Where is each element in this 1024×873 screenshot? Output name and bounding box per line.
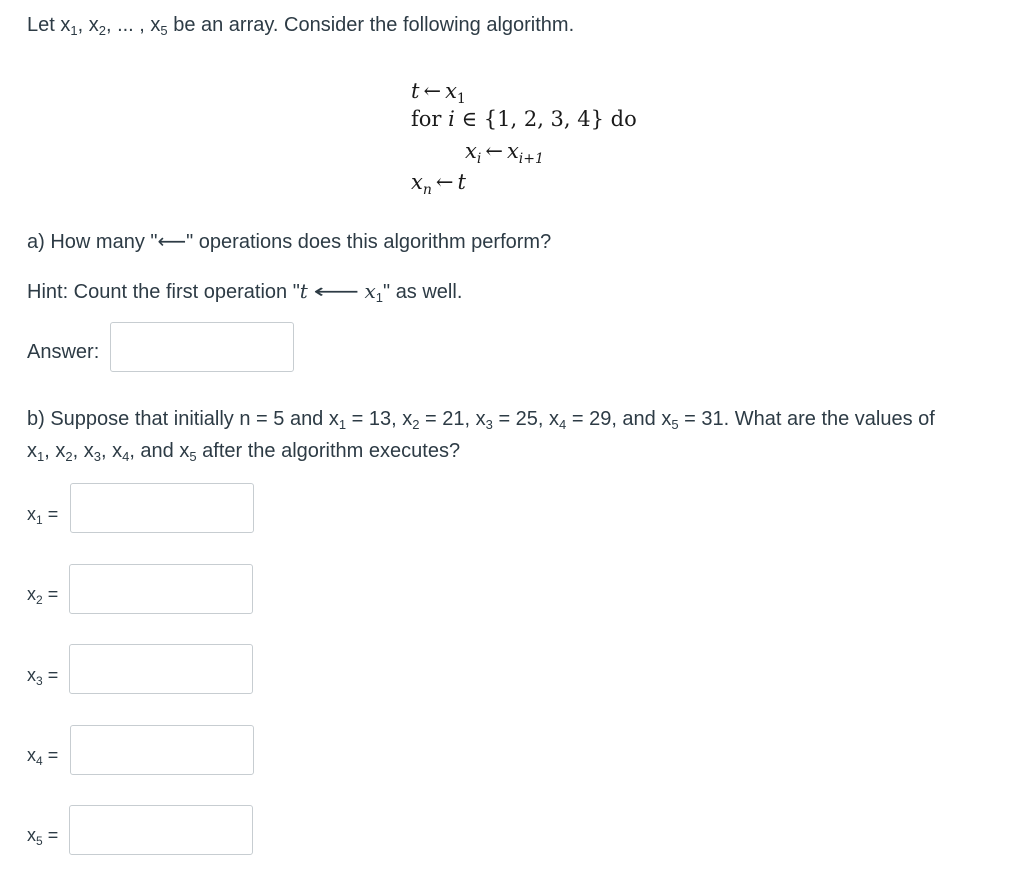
x4-label [27,743,58,767]
pbq-s2: 2 [412,417,420,432]
pbq-p1: b) Suppose that initially n = 5 and x [27,408,339,430]
x3-sub: 3 [36,674,43,688]
pbq-s3: 3 [485,417,493,432]
alg4-rhs: t [457,170,466,194]
alg3-lhs: x [465,139,477,163]
alg3-rhs: x [506,139,519,163]
x2-sub: 2 [36,593,43,607]
x1-eq: = [42,504,59,524]
alg2-var: i [448,107,455,131]
part-a-question [27,229,551,255]
x5-sub: 5 [36,834,43,848]
pbl2-p2: , x [44,440,66,462]
alg2-set: ∈ {1, 2, 3, 4} do [454,107,637,131]
x4-var: x [27,745,36,765]
alg1-arrow: ← [423,79,442,103]
alg1-var: t [411,79,420,103]
answer-input[interactable] [110,322,294,372]
intro-suffix: be an array. Consider the following algorithm. [167,14,575,36]
pbq-p3: = 21, x [419,408,486,430]
alg3-lhs-sub: i [476,151,482,167]
x4-eq: = [42,745,59,765]
x1-label [27,502,58,526]
algorithm-line-3 [465,138,544,167]
part-a-question-prefix: a) How many " [27,231,158,253]
x5-eq: = [42,825,59,845]
alg2-for: for [411,107,449,131]
hint-arrow: ⟵ [313,281,360,303]
x2-input[interactable] [69,564,253,614]
x4-sub: 4 [36,754,43,768]
hint-prefix: Hint: Count the first operation " [27,281,300,303]
x1-input[interactable] [70,483,254,533]
pbl2-s3: 3 [93,449,101,464]
pbq-p2: = 13, x [346,408,413,430]
alg4-arrow: ← [435,170,454,194]
x5-input[interactable] [69,805,253,855]
answer-label: Answer: [27,341,100,363]
alg3-arrow: ← [485,139,503,163]
pbq-s5: 5 [671,417,679,432]
intro-prefix: Let x [27,14,71,36]
x3-input[interactable] [69,644,253,694]
intro-sub-5: 5 [160,23,168,38]
x2-eq: = [42,584,59,604]
intro-ellipsis: , ... , x [105,14,161,36]
x4-input[interactable] [70,725,254,775]
intro-sep-1: , x [77,14,99,36]
pbl2-s4: 4 [122,449,130,464]
hint-x: x [364,279,376,303]
pbl2-p6: after the algorithm executes? [196,440,461,462]
alg1-rhs: x [445,79,457,103]
alg3-rhs-sub: i+1 [518,151,544,167]
pbl2-s2: 2 [65,449,73,464]
pbq-p4: = 25, x [492,408,560,430]
intro-sub-1: 1 [70,23,78,38]
algorithm-line-4 [411,169,466,198]
pbl2-s5: 5 [189,449,197,464]
algorithm-line-1 [411,78,466,107]
x2-label [27,582,58,606]
alg4-lhs-sub: n [422,182,432,198]
pbl2-p1: x [27,440,37,462]
x2-var: x [27,584,36,604]
pbq-p5: = 29, and x [566,408,672,430]
x5-var: x [27,825,36,845]
alg1-rhs-sub: 1 [456,91,466,107]
x5-label [27,823,58,847]
intro-text [27,12,574,38]
pbq-p6: = 31. What are the values of [678,408,935,430]
hint-sub: 1 [375,290,384,305]
pbl2-p3: , x [72,440,94,462]
pbq-s1: 1 [338,417,347,432]
part-a-question-suffix: " operations does this algorithm perform? [186,231,552,253]
x3-label [27,663,58,687]
hint-t: t [299,279,308,303]
alg4-lhs: x [411,170,423,194]
part-a-question-arrow: ⟵ [157,231,187,253]
x3-var: x [27,665,36,685]
x1-sub: 1 [36,513,43,527]
pbq-s4: 4 [559,417,567,432]
intro-sub-2: 2 [98,23,106,38]
pbl2-p5: , and x [129,440,190,462]
algorithm-line-2 [411,106,637,132]
pbl2-s1: 1 [37,449,45,464]
pbl2-p4: , x [100,440,123,462]
x3-eq: = [42,665,59,685]
part-a-hint [27,278,462,305]
part-b-question-line-2 [27,438,460,464]
hint-suffix: " as well. [383,281,463,303]
x1-var: x [27,504,36,524]
part-b-question-line-1 [27,406,935,432]
